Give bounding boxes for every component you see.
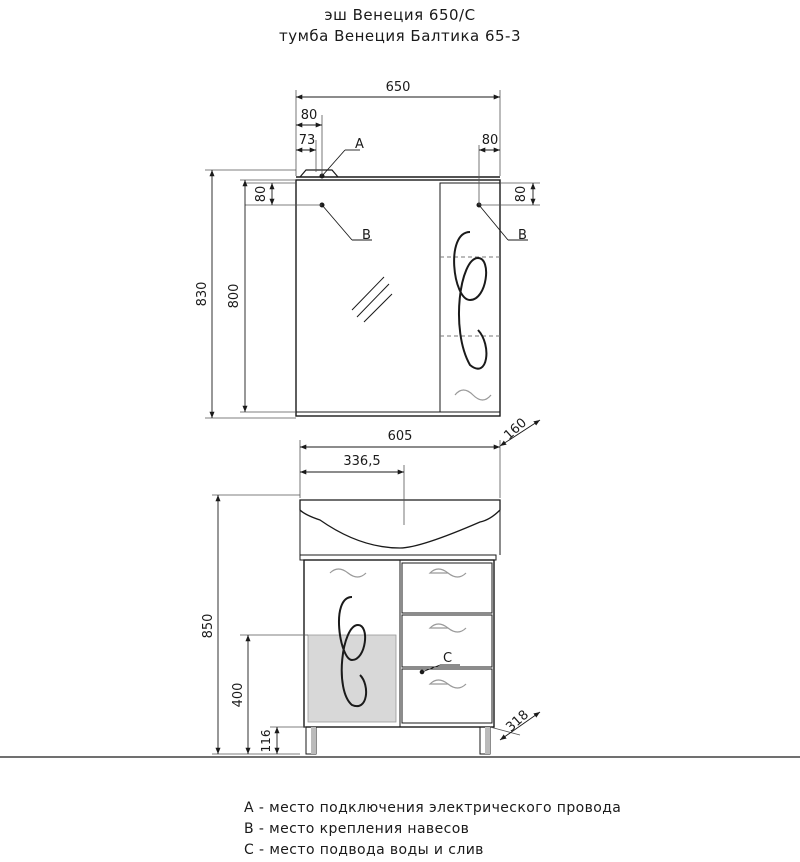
dim-vanity-depth: 318 <box>503 707 532 736</box>
dim-leg-height: 116 <box>259 729 273 753</box>
dim-mirror-vert-80-left: 80 <box>254 185 269 203</box>
mirror-cabinet <box>296 170 500 416</box>
dim-vanity-width: 605 <box>387 429 413 444</box>
dim-sink-center: 336,5 <box>343 454 381 469</box>
dim-mirror-vert-80-right: 80 <box>514 185 529 203</box>
dim-mirror-offset-80: 80 <box>300 108 318 123</box>
label-c: C <box>443 651 453 666</box>
dim-cutout-height: 400 <box>231 682 246 708</box>
dim-mirror-offset-80-right: 80 <box>481 133 499 148</box>
legend-a: A - место подключения электрического провода <box>244 800 622 816</box>
dim-mirror-depth: 160 <box>501 415 530 444</box>
label-b-right: B <box>518 228 527 243</box>
label-b-left: B <box>362 228 371 243</box>
dim-mirror-width: 650 <box>385 80 411 95</box>
label-a: A <box>355 137 364 152</box>
dim-vanity-height: 850 <box>201 613 216 639</box>
vanity-unit <box>300 500 500 754</box>
dim-mirror-height-body: 800 <box>227 283 242 309</box>
title-line-1: эш Венеция 650/С <box>324 6 476 24</box>
title-line-2: тумба Венеция Балтика 65-3 <box>278 27 522 45</box>
dim-mirror-offset-73: 73 <box>298 133 316 148</box>
dim-mirror-height-total: 830 <box>195 281 210 307</box>
legend-c: C - место подвода воды и слив <box>244 842 484 858</box>
legend-b: B - место крепления навесов <box>244 821 470 837</box>
